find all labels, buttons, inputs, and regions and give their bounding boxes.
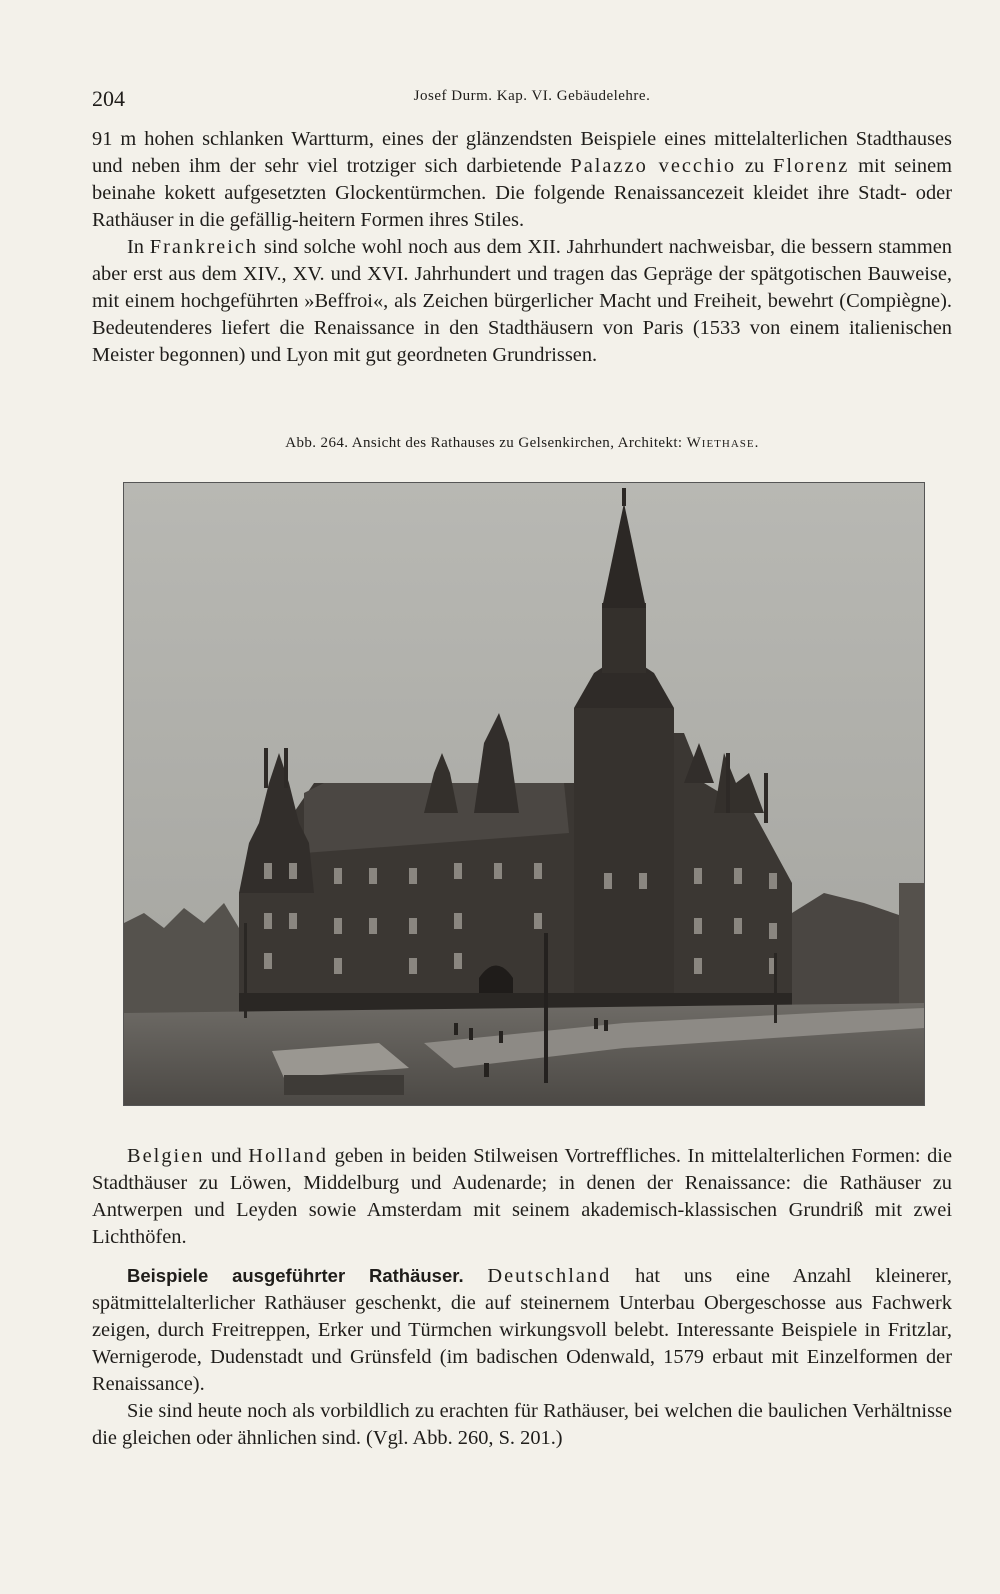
caption-suffix: . [754,435,759,451]
text-run: geben in beiden Stilweisen Vortreffliches. In mittelalterlichen Formen: die Stadthäuser zu Löwen, Middelburg und Audenarde; in denen der Renaissance: die Rathäuser zu Antwerpen und Leyden sowie Amsterdam mit seinem akademisch-klassischen Grundriß mit zwei Lichthöfen. [92,1145,953,1248]
paragraph-frankreich [92,234,952,369]
figure-photo-rathaus-gelsenkirchen [123,482,925,1106]
text-run: sind solche wohl noch aus dem XII. Jahrhundert nachweisbar, die bessern stammen aber erst aus dem XIV., XV. und XVI. Jahrhundert und tragen das Gepräge der spätgotischen Bauweise, mit einem hochgeführten »Beffroi«, als Zeichen bürgerlicher Macht und Freiheit, bewehrt (Compiègne). Bedeutenderes liefert die Renaissance in den Stadthäusern von Paris (1533 von einem italienischen Meister begonnen) und Lyon mit gut geordneten Grundrissen. [92,236,952,366]
text-run: 91 m hohen schlanken Wartturm, eines der glänzendsten Beispiele eines mittelalterlichen Stadthauses und neben ihm der sehr viel trotziger sich darbietende [92,128,952,177]
text-run: zu [736,155,774,177]
page-header [92,86,952,116]
emphasis-deutschland: Deutschland [487,1265,612,1287]
paragraph-wartturm [92,126,952,234]
running-head: Josef Durm. Kap. VI. Gebäudelehre. [413,88,651,104]
paragraph-belgien [92,1143,952,1251]
emphasis-palazzo-vecchio: Palazzo vecchio [570,155,737,177]
emphasis-florenz: Florenz [773,155,850,177]
text-run: und [204,1145,249,1167]
emphasis-frankreich: Frankreich [149,236,259,258]
caption-text: Abb. 264. Ansicht des Rathauses zu Gelsenkirchen, Architekt: [285,435,687,451]
page-number: 204 [92,86,125,111]
text-run: mit seinem beinahe kokett aufgesetzten Glockentürmchen. Die folgende Renaissancezeit kleidet ihre Stadt- oder Rathäuser in die gefällig-heitern Formen ihres Stiles. [92,155,952,231]
emphasis-holland: Holland [248,1145,328,1167]
text-run: Sie sind heute noch als vorbildlich zu erachten für Rathäuser, bei welchen die baulichen Verhältnisse die gleichen oder ähnlichen sind. (Vgl. Abb. 260, S. 201.) [92,1400,952,1449]
caption-architect: Wiethase [686,435,755,451]
paragraph-vorbildlich [92,1398,952,1452]
emphasis-belgien: Belgien [127,1145,205,1167]
section-heading: Beispiele ausgeführter Rathäuser. [127,1265,464,1286]
text-run: In [127,236,150,258]
text-block-top [92,126,952,369]
paragraph-beispiele [92,1262,952,1398]
text-block-belgien [92,1143,952,1251]
photo-illustration [124,483,924,1105]
text-run: hat uns eine Anzahl kleinerer, spätmittelalterlicher Rathäuser geschenkt, die auf steinernem Unterbau Obergeschosse aus Fachwerk zeigen, durch Freitreppen, Erker und Türmchen wirkungsvoll belebt. Interessante Beispiele in Fritzlar, Wernigerode, Dudenstadt und Grünsfeld (im badischen Odenwald, 1579 erbaut mit Einzelformen der Renaissance). [92,1265,952,1395]
figure-caption [92,435,952,452]
text-block-beispiele [92,1262,952,1452]
